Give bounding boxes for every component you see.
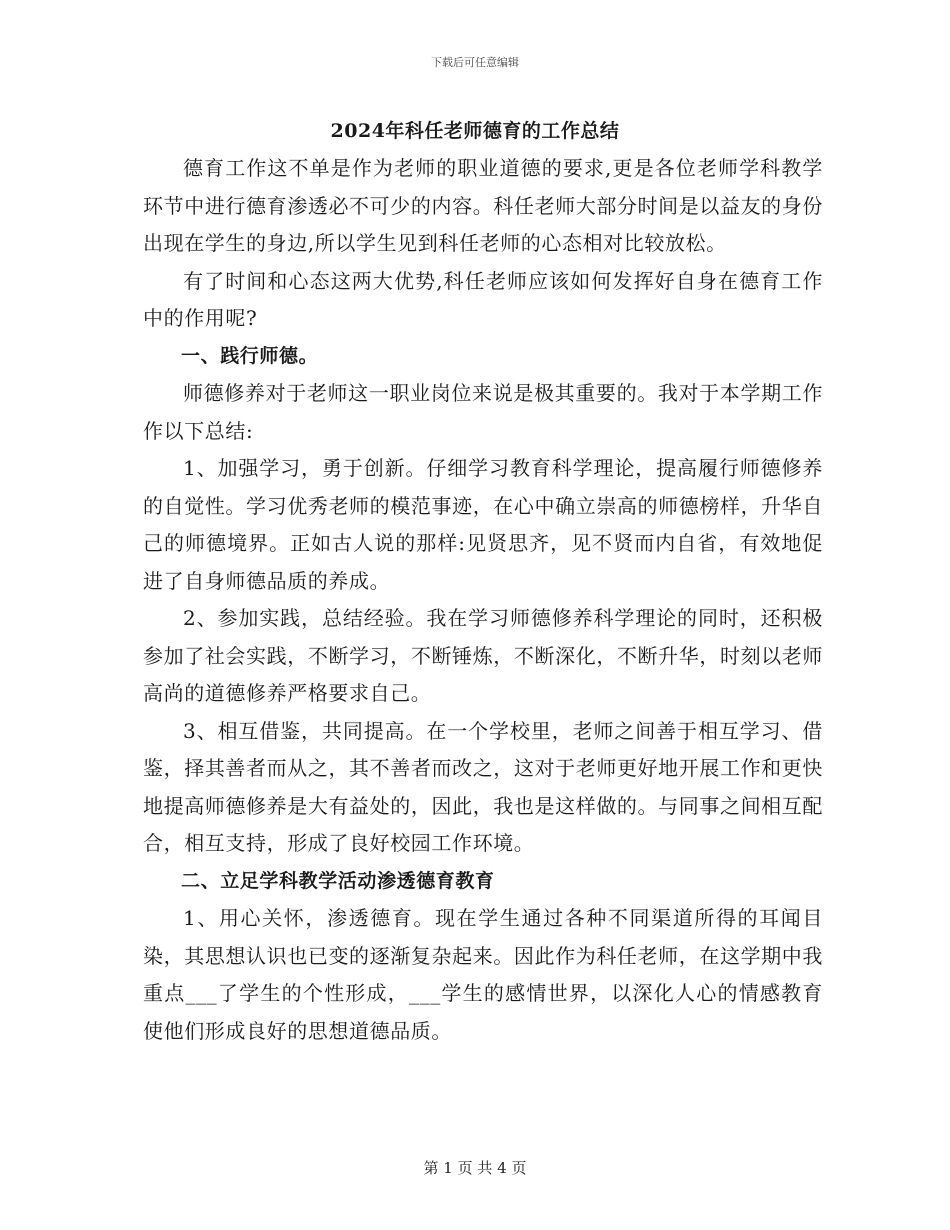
document-body — [143, 150, 823, 1050]
section-heading-2: 二、立足学科教学活动渗透德育教育 — [181, 869, 495, 892]
intro-paragraph: 德育工作这不单是作为老师的职业道德的要求,更是各位老师学科教学环节中进行德育渗透必不可少的内容。科任老师大部分时间是以益友的身份出现在学生的身边,所以学生见到科任老师的心态相对比较放松。 — [143, 156, 823, 255]
section-1-intro: 师德修养对于老师这一职业岗位来说是极其重要的。我对于本学期工作作以下总结: — [143, 381, 823, 443]
document-title: 2024年科任老师德育的工作总结 — [330, 120, 620, 142]
section-heading-1: 一、践行师德。 — [181, 344, 319, 367]
section-1-item-1: 1、加强学习，勇于创新。仔细学习教育科学理论，提高履行师德修养的自觉性。学习优秀老师的模范事迹，在心中确立崇高的师德榜样，升华自己的师德境界。正如古人说的那样:见贤思齐，见不贤而内自省，有效地促进了自身师德品质的养成。 — [143, 456, 823, 593]
section-2-item-1: 1、用心关怀，渗透德育。现在学生通过各种不同渠道所得的耳闻目染，其思想认识也已变的逐渐复杂起来。因此作为科任老师，在这学期中我重点___了学生的个性形成，___学生的感情世界，以深化人心的情感教育使他们形成良好的思想道德品质。 — [143, 906, 823, 1043]
section-1-item-2: 2、参加实践，总结经验。我在学习师德修养科学理论的同时，还积极参加了社会实践，不断学习，不断锤炼，不断深化，不断升华，时刻以老师高尚的道德修养严格要求自己。 — [143, 606, 823, 705]
header-note: 下载后可任意编辑 — [431, 56, 519, 69]
section-1-item-3: 3、相互借鉴，共同提高。在一个学校里，老师之间善于相互学习、借鉴，择其善者而从之，其不善者而改之，这对于老师更好地开展工作和更快地提高师德修养是大有益处的，因此，我也是这样做的。与同事之间相互配合，相互支持，形成了良好校园工作环境。 — [143, 718, 823, 855]
page-footer: 第 1 页 共 4 页 — [423, 1159, 527, 1177]
question-paragraph: 有了时间和心态这两大优势,科任老师应该如何发挥好自身在德育工作中的作用呢? — [143, 268, 823, 330]
